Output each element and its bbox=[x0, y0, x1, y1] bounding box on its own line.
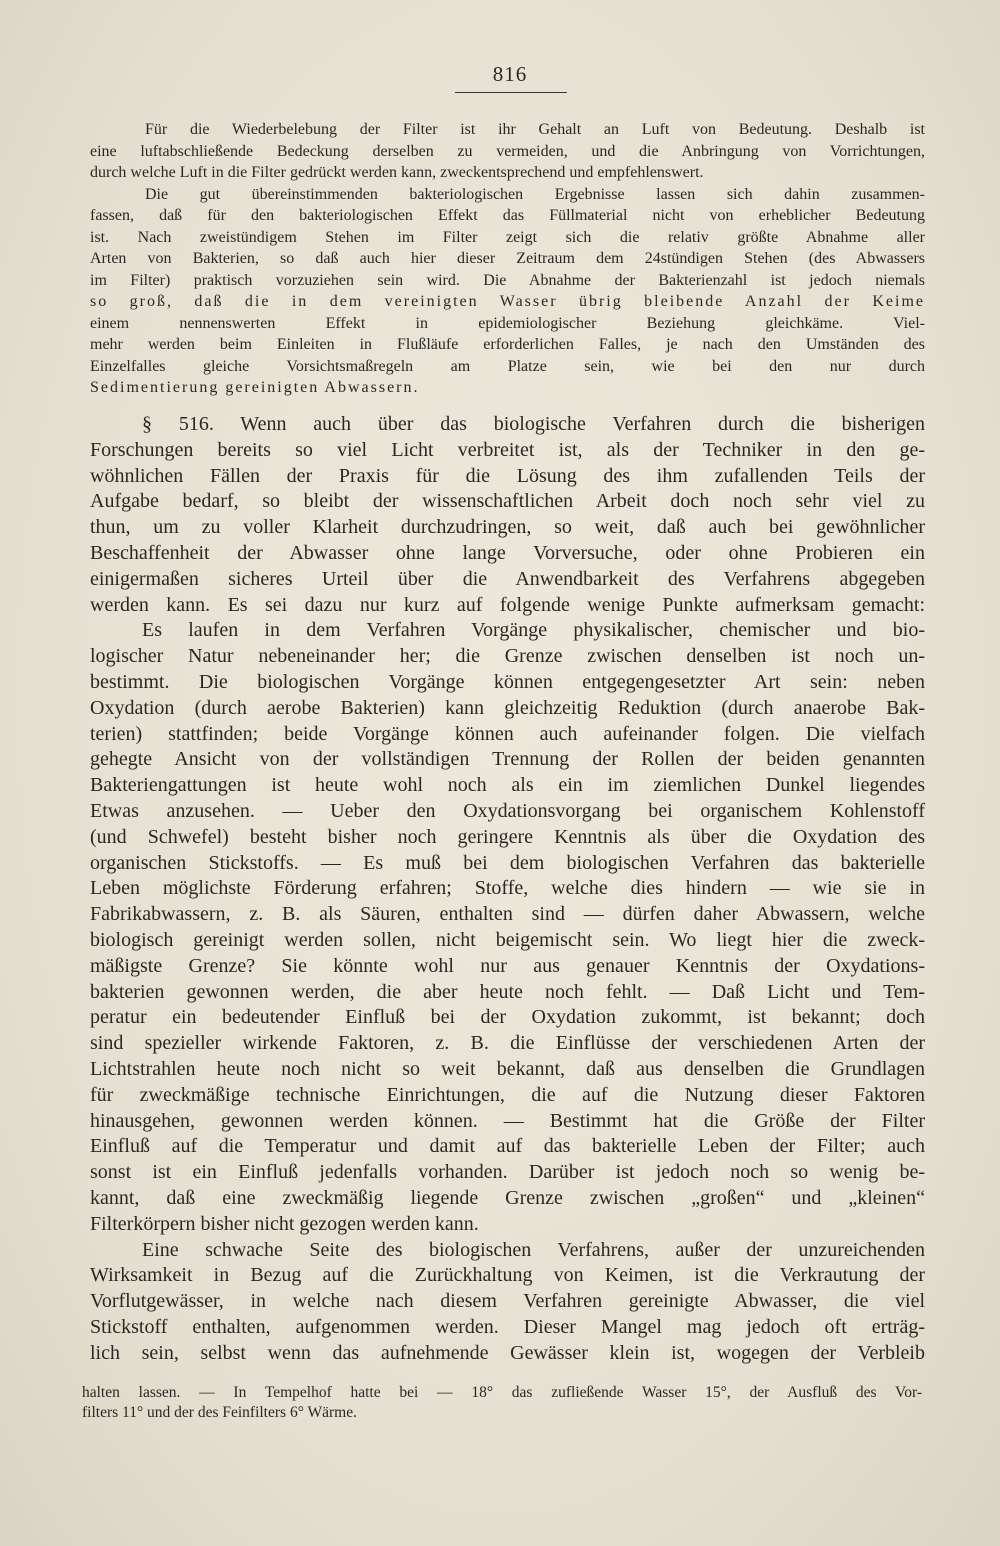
section-opening-line: § 516. Wenn auch über das biologische Verfahren durch die bisherigen bbox=[142, 413, 925, 435]
text-line: einem nennenswerten Effekt in epidemiologischer Beziehung gleichkäme. Viel- bbox=[90, 314, 925, 332]
text-line: Aufgabe bedarf, so bleibt der wissenschaftlichen Arbeit doch noch sehr viel zu bbox=[90, 490, 925, 513]
page-number: 816 bbox=[492, 62, 528, 86]
text-line: lich sein, selbst wenn das aufnehmende Gewässer klein ist, wogegen der Verbleib bbox=[90, 1341, 925, 1364]
text-line: peratur ein bedeutender Einfluß bei der Oxydation zukommt, ist bekannt; doch bbox=[90, 1006, 925, 1029]
text-line: Es laufen in dem Verfahren Vorgänge physikalischer, chemischer und bio- bbox=[142, 619, 925, 642]
text-line: hinausgehen, gewonnen werden können. — Bestimmt hat die Größe der Filter bbox=[90, 1109, 925, 1132]
text-line: Arten von Bakterien, so daß auch hier dieser Zeitraum dem 24stündigen Stehen (des Abwassers bbox=[90, 250, 925, 267]
text-line: Bakteriengattungen ist heute wohl noch als ein im ziemlichen Dunkel liegendes bbox=[90, 774, 925, 797]
page-number-rule bbox=[455, 92, 567, 93]
small-print-paragraphs bbox=[90, 119, 925, 399]
text-line: fassen, daß für den bakteriologischen Effekt das Füllmaterial nicht von erheblicher Bedeutung bbox=[90, 207, 925, 224]
text-line: Oxydation (durch aerobe Bakterien) kann gleichzeitig Reduktion (durch anaerobe Bak- bbox=[90, 696, 925, 719]
text-line: so groß, daß die in dem vereinigten Wasser übrig bleibende Anzahl der Keime bbox=[90, 293, 925, 310]
text-line: Stickstoff enthalten, aufgenommen werden. Dieser Mangel mag jedoch oft erträg- bbox=[90, 1315, 925, 1338]
text-line: durch welche Luft in die Filter gedrückt werden kann, zweckentsprechend und empfehlenswert. bbox=[90, 164, 704, 181]
text-line: sonst ist ein Einfluß jedenfalls vorhanden. Darüber ist jedoch noch so wenig be- bbox=[90, 1161, 925, 1184]
text-line: Fabrikabwassern, z. B. als Säuren, enthalten sind — dürfen daher Abwassern, welche bbox=[90, 903, 925, 926]
text-line: bestimmt. Die biologischen Vorgänge können entgegengesetzter Art sein: neben bbox=[90, 670, 925, 693]
text-line: werden kann. Es sei dazu nur kurz auf folgende wenige Punkte aufmerksam gemacht: bbox=[90, 593, 925, 616]
text-line: logischer Natur nebeneinander her; die Grenze zwischen denselben ist noch un- bbox=[90, 645, 925, 668]
text-line: für zweckmäßige technische Einrichtungen, die auf die Nutzung dieser Faktoren bbox=[90, 1083, 925, 1106]
text-line: mehr werden beim Einleiten in Flußläufe erforderlichen Falles, je nach den Umständen des bbox=[90, 336, 925, 353]
text-line: Forschungen bereits so viel Licht verbreitet ist, als der Techniker in den ge- bbox=[90, 438, 925, 461]
text-line: Wirksamkeit in Bezug auf die Zurückhaltung von Keimen, ist die Verkrautung der bbox=[90, 1264, 925, 1287]
text-line: Lichtstrahlen heute noch nicht so weit bekannt, daß aus denselben die Grundlagen bbox=[90, 1057, 925, 1080]
text-line: Die gut übereinstimmenden bakteriologischen Ergebnisse lassen sich dahin zusammen- bbox=[145, 185, 925, 203]
text-line: Einzelfalles gleiche Vorsichtsmaßregeln am Platze sein, wie bei den nur durch bbox=[90, 357, 925, 375]
text-line: Sedimentierung gereinigten Abwassern. bbox=[90, 379, 420, 396]
text-line: Einfluß auf die Temperatur und damit auf das bakterielle Leben der Filter; auch bbox=[90, 1135, 925, 1158]
main-paragraphs bbox=[90, 412, 925, 1366]
text-line: ist. Nach zweistündigem Stehen im Filter zeigt sich die relativ größte Abnahme aller bbox=[90, 228, 925, 246]
text-line: Leben möglichste Förderung erfahren; Stoffe, welche dies hindern — wie sie in bbox=[90, 877, 925, 900]
footnote bbox=[82, 1383, 922, 1423]
text-line: Beschaffenheit der Abwasser ohne lange Vorversuche, oder ohne Probieren ein bbox=[90, 541, 925, 564]
text-line: Für die Wiederbelebung der Filter ist ihr Gehalt an Luft von Bedeutung. Deshalb ist bbox=[145, 121, 925, 138]
text-line: gehegte Ansicht von der vollständigen Trennung der Rollen der beiden genannten bbox=[90, 748, 925, 771]
footnote-line: halten lassen. — In Tempelhof hatte bei — 18° das zufließende Wasser 15°, der Ausfluß des Vor- bbox=[82, 1384, 922, 1401]
text-line: Eine schwache Seite des biologischen Verfahrens, außer der unzureichenden bbox=[142, 1238, 925, 1261]
text-line: mäßigste Grenze? Sie könnte wohl nur aus genauer Kenntnis der Oxydations- bbox=[90, 954, 925, 977]
text-line: sind spezieller wirkende Faktoren, z. B. die Einflüsse der verschiedenen Arten der bbox=[90, 1032, 925, 1055]
text-line: einigermaßen sicheres Urteil über die Anwendbarkeit des Verfahrens abgegeben bbox=[90, 567, 925, 590]
footnote-line: filters 11° und der des Feinfilters 6° Wärme. bbox=[82, 1404, 357, 1421]
text-line: Vorflutgewässer, in welche nach diesem Verfahren gereinigte Abwasser, die viel bbox=[90, 1290, 925, 1313]
text-line: organischen Stickstoffs. — Es muß bei dem biologischen Verfahren das bakterielle bbox=[90, 851, 925, 874]
text-line: terien) stattfinden; beide Vorgänge können auch aufeinander folgen. Die vielfach bbox=[90, 722, 925, 745]
text-line: im Filter) praktisch vorzuziehen sein wird. Die Abnahme der Bakterienzahl ist jedoch niemals bbox=[90, 271, 925, 289]
text-line: Etwas anzusehen. — Ueber den Oxydationsvorgang bei organischem Kohlenstoff bbox=[90, 799, 925, 822]
text-line: wöhnlichen Fällen der Praxis für die Lösung des ihm zufallenden Teils der bbox=[90, 464, 925, 487]
text-line: (und Schwefel) besteht bisher noch geringere Kenntnis als über die Oxydation des bbox=[90, 825, 925, 848]
text-line: thun, um zu voller Klarheit durchzudringen, so weit, daß auch bei gewöhnlicher bbox=[90, 516, 925, 539]
text-line: bakterien gewonnen werden, die aber heute noch fehlt. — Daß Licht und Tem- bbox=[90, 980, 925, 1003]
text-line: biologisch gereinigt werden sollen, nicht beigemischt sein. Wo liegt hier die zweck- bbox=[90, 928, 925, 951]
text-line: eine luftabschließende Bedeckung derselben zu vermeiden, und die Anbringung von Vorrichtungen, bbox=[90, 142, 925, 160]
text-line: kannt, daß eine zweckmäßig liegende Grenze zwischen „großen“ und „kleinen“ bbox=[90, 1186, 925, 1209]
text-line: Filterkörpern bisher nicht gezogen werden kann. bbox=[90, 1212, 479, 1235]
